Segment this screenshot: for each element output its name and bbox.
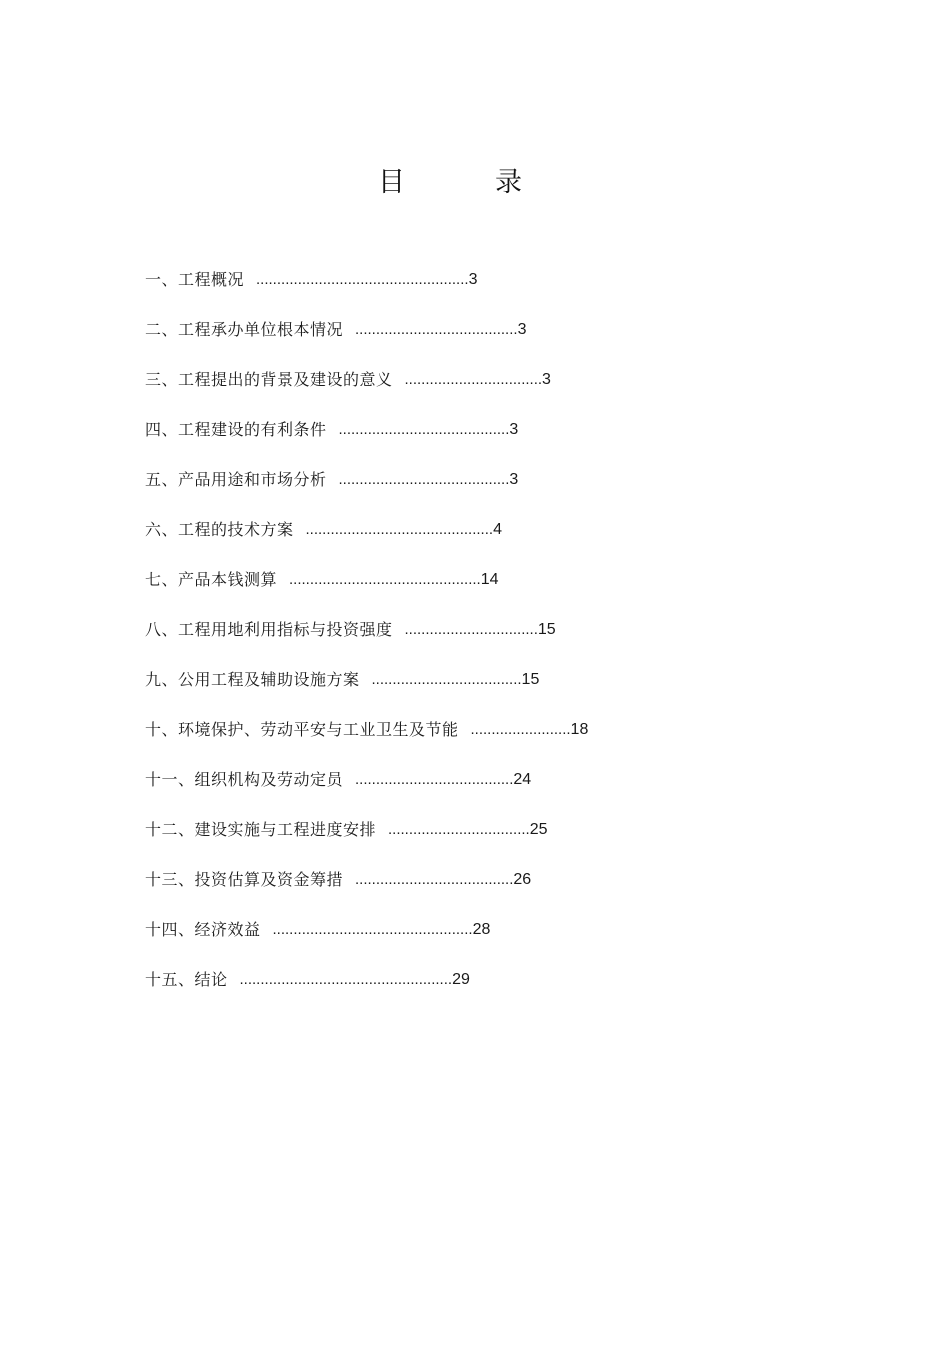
toc-entry-leader: ................................. [404, 371, 543, 388]
toc-entry-leader: ................................ [404, 621, 538, 638]
toc-entry-leader: ................................................... [256, 271, 469, 288]
toc-entry[interactable] [145, 515, 588, 565]
toc-entry-label: 十四、经济效益 [145, 920, 261, 939]
toc-entry-page-number: 4 [493, 521, 502, 538]
toc-title [0, 160, 900, 199]
toc-entry[interactable] [145, 715, 588, 765]
toc-entry-page-number: 18 [570, 721, 589, 738]
toc-entry-page-number: 25 [529, 821, 548, 838]
toc-entry-label: 六、工程的技术方案 [145, 520, 294, 539]
toc-entry-label: 十三、投资估算及资金筹措 [145, 870, 344, 889]
toc-entry[interactable] [145, 315, 588, 365]
toc-entry[interactable] [145, 965, 588, 1015]
toc-entry-label: 一、工程概况 [145, 270, 245, 289]
toc-title-char-2: 录 [495, 167, 522, 198]
toc-entry-label: 十、环境保护、劳动平安与工业卫生及节能 [145, 720, 459, 739]
toc-entry-leader: ......................................... [338, 421, 510, 438]
toc-entry-label: 九、公用工程及辅助设施方案 [145, 670, 360, 689]
toc-entry-label: 七、产品本钱测算 [145, 570, 278, 589]
toc-entry[interactable] [145, 415, 588, 465]
toc-entry-leader: .................................... [371, 671, 522, 688]
toc-entry-page-number: 24 [513, 771, 532, 788]
toc-entry-page-number: 3 [468, 271, 478, 288]
toc-entry[interactable] [145, 915, 588, 965]
toc-entry-page-number: 15 [537, 621, 556, 638]
toc-entry-label: 五、产品用途和市场分析 [145, 470, 327, 489]
toc-entry[interactable] [145, 365, 588, 415]
toc-entry-page-number: 3 [542, 371, 551, 388]
toc-entry-page-number: 15 [521, 671, 540, 688]
toc-entry[interactable] [145, 865, 588, 915]
toc-entry[interactable] [145, 765, 588, 815]
toc-entry-page-number: 3 [509, 471, 519, 488]
toc-entry-label: 十五、结论 [145, 970, 228, 989]
toc-list [145, 265, 588, 1015]
toc-entry[interactable] [145, 815, 588, 865]
toc-entry-leader: .............................................. [289, 571, 481, 588]
toc-entry-page-number: 3 [517, 321, 527, 338]
toc-entry-label: 四、工程建设的有利条件 [145, 420, 327, 439]
toc-entry[interactable] [145, 615, 588, 665]
toc-entry-label: 八、工程用地利用指标与投资强度 [145, 620, 393, 639]
toc-entry-page-number: 14 [480, 571, 499, 588]
toc-title-char-1: 目 [378, 167, 405, 198]
toc-entry[interactable] [145, 465, 588, 515]
toc-entry-leader: ........................ [470, 721, 571, 738]
toc-entry-leader: ......................................... [338, 471, 510, 488]
toc-entry-leader: ................................................... [239, 971, 453, 988]
toc-entry-page-number: 28 [472, 921, 491, 938]
toc-entry-page-number: 29 [452, 971, 470, 988]
toc-entry-leader: ............................................. [305, 521, 494, 538]
toc-entry[interactable] [145, 265, 588, 315]
toc-entry[interactable] [145, 665, 588, 715]
toc-entry-label: 十二、建设实施与工程进度安排 [145, 820, 377, 839]
toc-entry-label: 十一、组织机构及劳动定员 [145, 770, 344, 789]
toc-entry-page-number: 26 [513, 871, 532, 888]
toc-entry-label: 二、工程承办单位根本情况 [145, 320, 344, 339]
toc-entry-leader: ...................................... [355, 871, 514, 888]
toc-entry-label: 三、工程提出的背景及建设的意义 [145, 370, 393, 389]
toc-entry[interactable] [145, 565, 588, 615]
toc-entry-leader: .................................. [388, 821, 530, 838]
toc-entry-leader: ....................................... [355, 321, 518, 338]
toc-entry-leader: ...................................... [355, 771, 514, 788]
toc-entry-leader: ................................................ [272, 921, 473, 938]
toc-entry-page-number: 3 [509, 421, 519, 438]
